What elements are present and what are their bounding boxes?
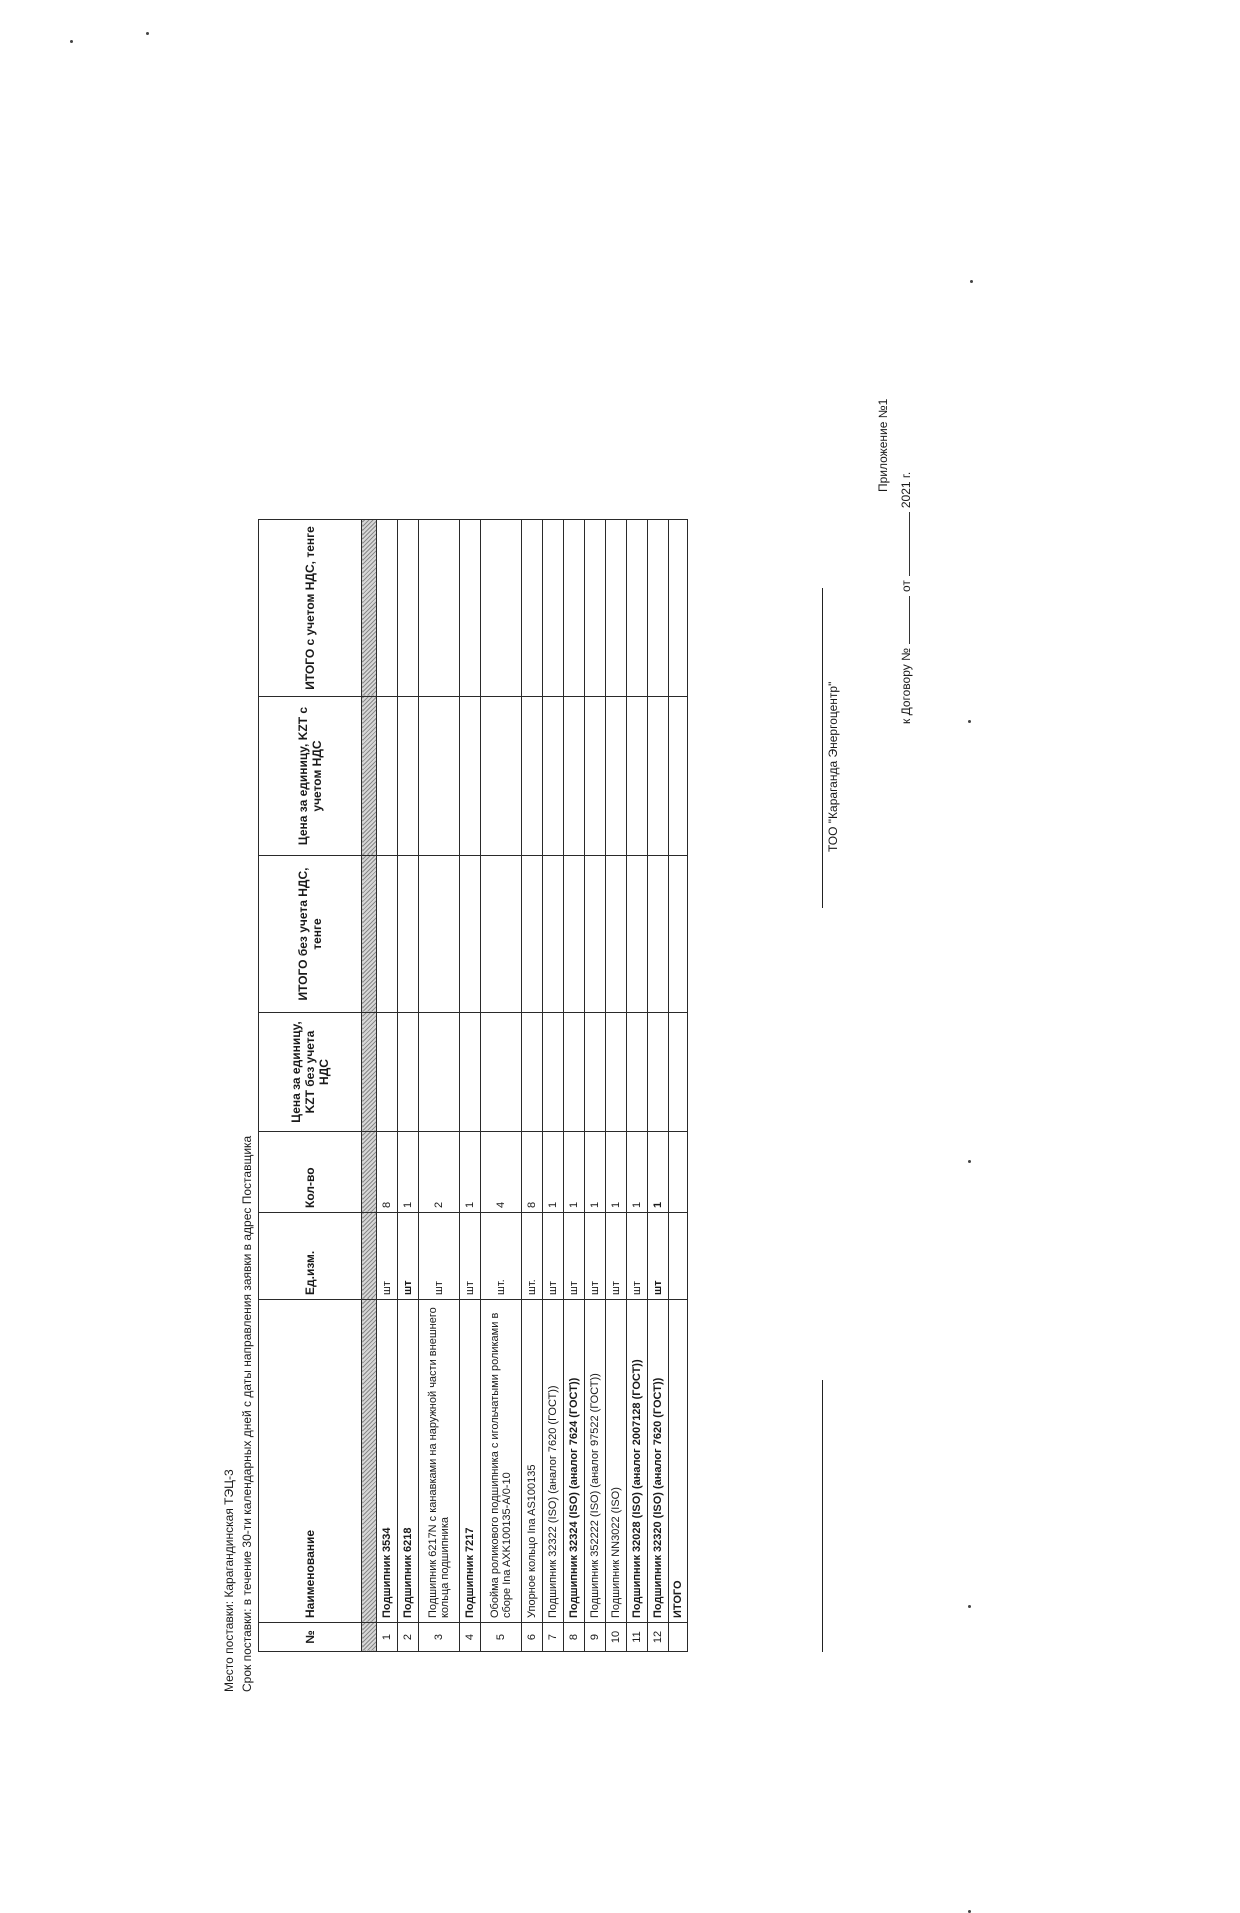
row-total-no-vat-cell [564,856,585,1013]
hatched-cell [362,1213,377,1300]
scan-speck [968,1160,971,1163]
row-total-vat-cell [377,520,398,697]
row-num-cell: 6 [522,1623,543,1652]
row-unit-cell: шт [377,1213,398,1300]
hatched-cell [362,1623,377,1652]
row-name-cell: Подшипник 32324 (ISO) (аналог 7624 (ГОСТ)) [564,1300,585,1623]
row-total-no-vat-cell [377,856,398,1013]
row-total-vat-cell [522,520,543,697]
row-name-cell: Подшипник 6218 [398,1300,419,1623]
contract-prefix: к Договору № [899,648,913,724]
scan-speck [146,32,149,35]
row-price-no-vat-cell [481,1013,522,1132]
row-total-no-vat-cell [585,856,606,1013]
row-price-vat-cell [398,697,419,856]
scan-speck [968,720,971,723]
row-total-no-vat-cell [481,856,522,1013]
row-price-vat-cell [419,697,460,856]
delivery-term: Срок поставки: в течение 30-ти календарных дней с даты направления заявки в адрес Поставщика [240,1135,254,1692]
row-total-vat-cell [606,520,627,697]
row-num-cell: 3 [419,1623,460,1652]
row-total-no-vat-cell [627,856,648,1013]
row-price-no-vat-cell [606,1013,627,1132]
total-empty-cell [669,1623,688,1652]
delivery-place: Место поставки: Карагандинская ТЭЦ-3 [222,1469,236,1692]
row-num-cell: 8 [564,1623,585,1652]
col-header-price-no-vat: Цена за единицу, KZT без учета НДС [259,1013,362,1132]
row-name-cell: Подшипник 32320 (ISO) (аналог 7620 (ГОСТ)) [648,1300,669,1623]
row-price-no-vat-cell [648,1013,669,1132]
contract-reference [899,472,913,724]
row-unit-cell: шт [419,1213,460,1300]
table-row [377,520,398,1652]
table-row [522,520,543,1652]
contract-from: от [899,580,913,593]
hatched-cell [362,1013,377,1132]
row-unit-cell: шт [627,1213,648,1300]
row-total-no-vat-cell [522,856,543,1013]
row-total-no-vat-cell [648,856,669,1013]
row-qty-cell: 1 [460,1132,481,1213]
signature-line-left [822,1380,823,1652]
table-row [460,520,481,1652]
row-total-vat-cell [543,520,564,697]
col-header-num: № [259,1623,362,1652]
row-qty-cell: 1 [627,1132,648,1213]
hatched-separator-row [362,520,377,1652]
row-qty-cell: 2 [419,1132,460,1213]
table-row [543,520,564,1652]
row-name-cell: Подшипник 7217 [460,1300,481,1623]
row-name-cell: Подшипник 352222 (ISO) (аналог 97522 (ГОСТ)) [585,1300,606,1623]
total-empty-cell [669,1132,688,1213]
hatched-cell [362,1300,377,1623]
row-price-no-vat-cell [543,1013,564,1132]
scan-speck [970,280,973,283]
hatched-cell [362,697,377,856]
row-num-cell: 4 [460,1623,481,1652]
table-row [648,520,669,1652]
row-price-no-vat-cell [419,1013,460,1132]
row-price-vat-cell [606,697,627,856]
table-header-row [259,520,362,1652]
table-row [398,520,419,1652]
row-name-cell: Подшипник 32028 (ISO) (аналог 2007128 (ГОСТ)) [627,1300,648,1623]
row-price-no-vat-cell [398,1013,419,1132]
table-row [585,520,606,1652]
contract-number-blank [899,596,910,644]
row-num-cell: 1 [377,1623,398,1652]
scan-speck [70,40,73,43]
scan-speck [968,1605,971,1608]
row-unit-cell: шт [460,1213,481,1300]
row-price-vat-cell [543,697,564,856]
total-empty-cell [669,856,688,1013]
row-total-vat-cell [460,520,481,697]
row-num-cell: 2 [398,1623,419,1652]
row-qty-cell: 1 [543,1132,564,1213]
row-unit-cell: шт [564,1213,585,1300]
row-num-cell: 11 [627,1623,648,1652]
row-total-vat-cell [564,520,585,697]
row-price-vat-cell [627,697,648,856]
row-total-vat-cell [585,520,606,697]
contract-date-blank [899,512,910,576]
row-total-vat-cell [481,520,522,697]
total-empty-cell [669,1213,688,1300]
col-header-total-vat: ИТОГО с учетом НДС, тенге [259,520,362,697]
row-name-cell: Подшипник 6217N с канавками на наружной части внешнего кольца подшипника [419,1300,460,1623]
row-qty-cell: 1 [648,1132,669,1213]
row-qty-cell: 1 [606,1132,627,1213]
row-unit-cell: шт [648,1213,669,1300]
row-price-no-vat-cell [627,1013,648,1132]
table-row [564,520,585,1652]
row-price-no-vat-cell [377,1013,398,1132]
row-total-no-vat-cell [419,856,460,1013]
table-row [606,520,627,1652]
row-total-vat-cell [648,520,669,697]
row-qty-cell: 1 [585,1132,606,1213]
row-price-vat-cell [481,697,522,856]
table-row [481,520,522,1652]
row-total-no-vat-cell [606,856,627,1013]
total-empty-cell [669,697,688,856]
total-label-cell: ИТОГО [669,1300,688,1623]
row-price-no-vat-cell [564,1013,585,1132]
signature-company: ТОО "Караганда Энергоцентр" [826,681,840,852]
row-price-no-vat-cell [522,1013,543,1132]
row-qty-cell: 8 [377,1132,398,1213]
row-num-cell: 9 [585,1623,606,1652]
row-name-cell: Обойма роликового подшипника с игольчатыми роликами в сборе Ina AXK100135-A/0-10 [481,1300,522,1623]
row-num-cell: 10 [606,1623,627,1652]
col-header-unit: Ед.изм. [259,1213,362,1300]
row-name-cell: Подшипник 32322 (ISO) (аналог 7620 (ГОСТ)) [543,1300,564,1623]
row-price-vat-cell [564,697,585,856]
row-name-cell: Подшипник NN3022 (ISO) [606,1300,627,1623]
row-num-cell: 12 [648,1623,669,1652]
total-empty-cell [669,1013,688,1132]
hatched-cell [362,856,377,1013]
total-empty-cell [669,520,688,697]
row-name-cell: Подшипник 3534 [377,1300,398,1623]
signature-line-right [822,588,823,908]
row-price-no-vat-cell [585,1013,606,1132]
row-price-vat-cell [648,697,669,856]
row-unit-cell: шт [543,1213,564,1300]
table-row [627,520,648,1652]
row-unit-cell: шт [398,1213,419,1300]
table-body [362,520,688,1652]
hatched-cell [362,520,377,697]
row-price-vat-cell [377,697,398,856]
col-header-total-no-vat: ИТОГО без учета НДС, тенге [259,856,362,1013]
row-total-vat-cell [398,520,419,697]
hatched-cell [362,1132,377,1213]
table-row [419,520,460,1652]
table-total-row [669,520,688,1652]
appendix-title: Приложение №1 [876,398,890,492]
specification-table-wrapper [258,519,688,1652]
row-qty-cell: 1 [564,1132,585,1213]
rotated-document-page [222,392,922,1692]
row-price-no-vat-cell [460,1013,481,1132]
row-total-no-vat-cell [460,856,481,1013]
specification-table [258,519,688,1652]
row-total-vat-cell [419,520,460,697]
row-total-no-vat-cell [398,856,419,1013]
row-name-cell: Упорное кольцо Ina AS100135 [522,1300,543,1623]
col-header-name: Наименование [259,1300,362,1623]
row-price-vat-cell [585,697,606,856]
row-qty-cell: 1 [398,1132,419,1213]
row-unit-cell: шт [585,1213,606,1300]
row-qty-cell: 8 [522,1132,543,1213]
row-num-cell: 7 [543,1623,564,1652]
col-header-qty: Кол-во [259,1132,362,1213]
row-price-vat-cell [522,697,543,856]
row-price-vat-cell [460,697,481,856]
row-total-no-vat-cell [543,856,564,1013]
row-qty-cell: 4 [481,1132,522,1213]
row-total-vat-cell [627,520,648,697]
contract-year: 2021 г. [899,471,913,509]
row-unit-cell: шт [606,1213,627,1300]
col-header-price-vat: Цена за единицу, KZT с учетом НДС [259,697,362,856]
row-unit-cell: шт. [522,1213,543,1300]
row-unit-cell: шт. [481,1213,522,1300]
row-num-cell: 5 [481,1623,522,1652]
